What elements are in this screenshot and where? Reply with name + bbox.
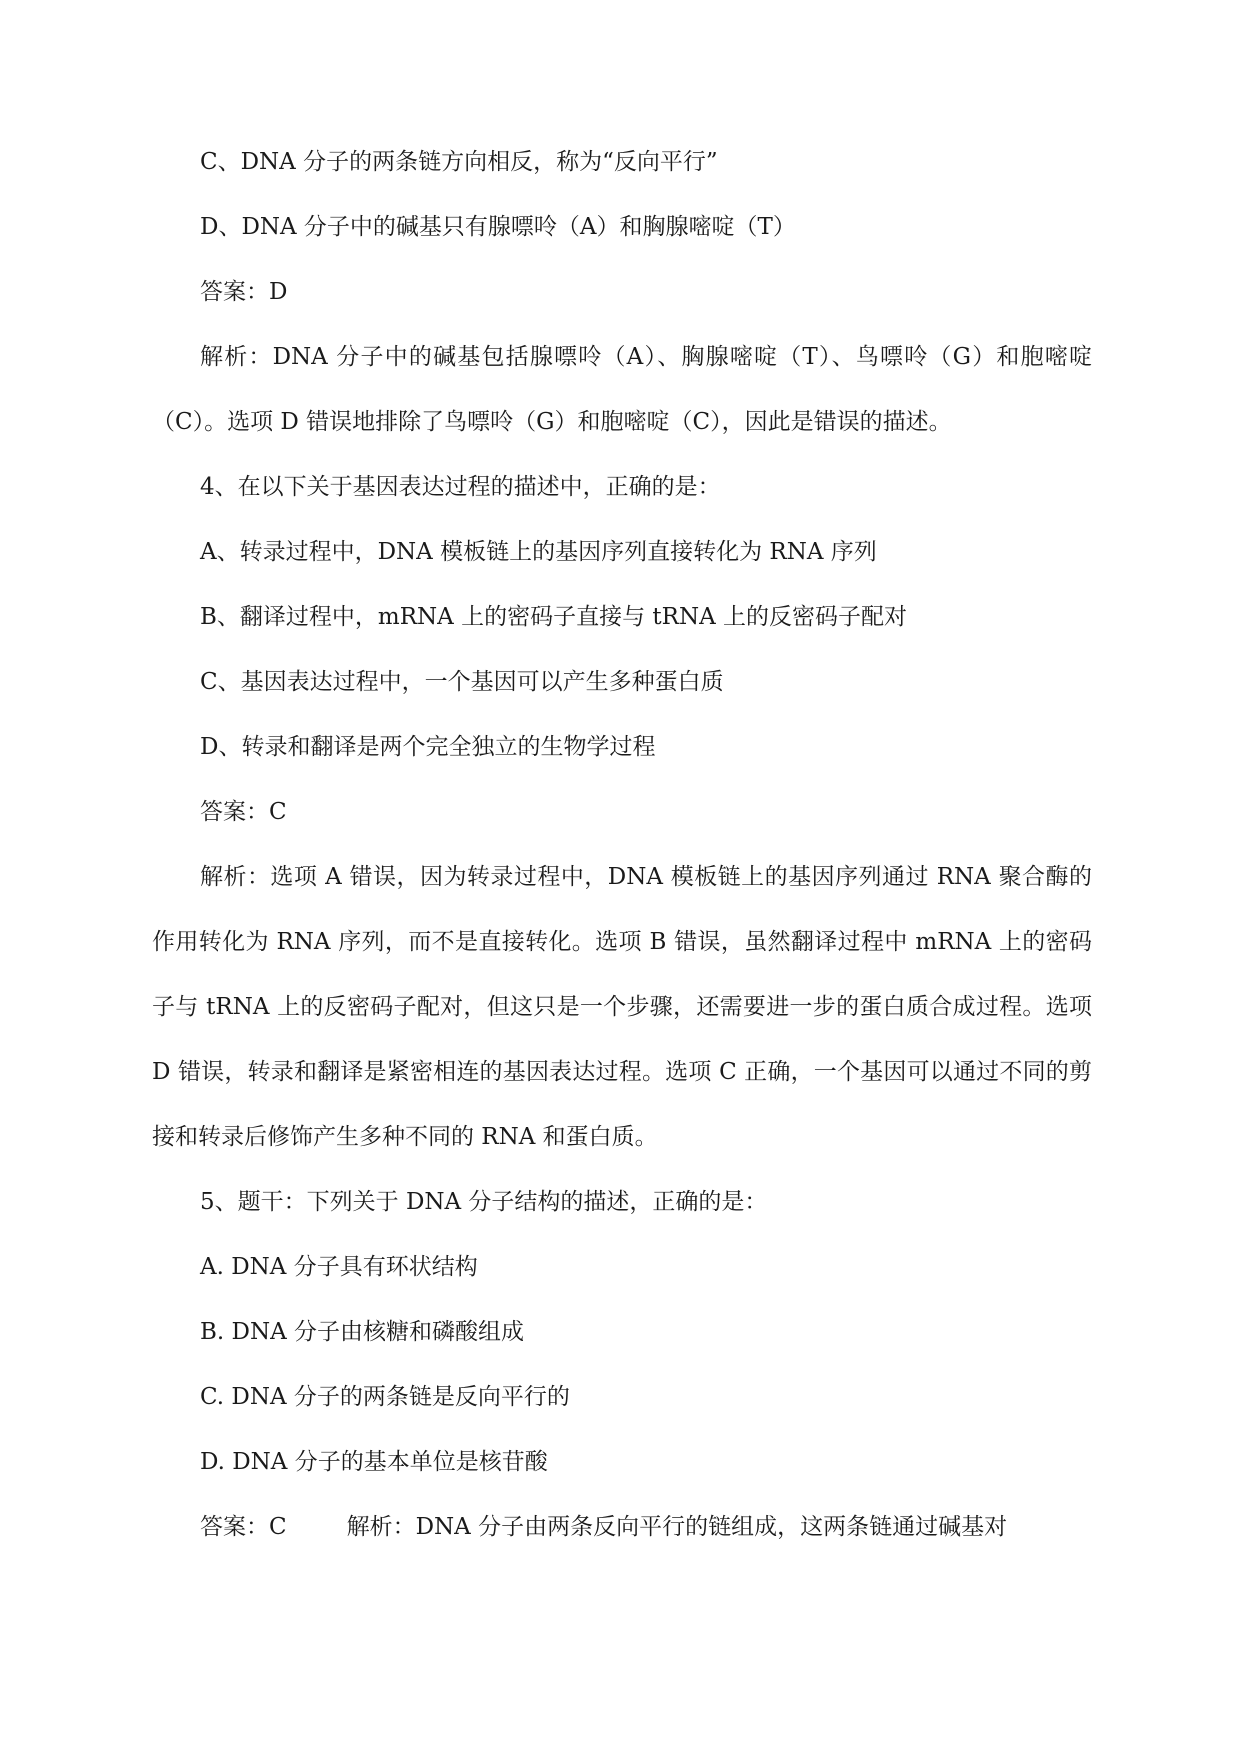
analysis-q4: 解析：选项 A 错误，因为转录过程中，DNA 模板链上的基因序列通过 RNA 聚合酶的作用转化为 RNA 序列，而不是直接转化。选项 B 错误，虽然翻译过程中 mRNA 上的密码子与 tRNA 上的反密码子配对，但这只是一个步骤，还需要进一步的蛋白质合成过程。选项 D 错误，转录和翻译是紧密相连的基因表达过程。选项 C 正确，一个基因可以通过不同的剪接和转录后修饰产生多种不同的 RNA 和蛋白质。 [152,864,1092,1150]
answer-q3: 答案：D [200,279,288,305]
option-b-q4: B、翻译过程中，mRNA 上的密码子直接与 tRNA 上的反密码子配对 [200,604,907,630]
answer-analysis-q5 [152,1495,1092,1560]
option-c-q4: C、基因表达过程中，一个基因可以产生多种蛋白质 [200,669,724,695]
question-5-stem: 5、题干：下列关于 DNA 分子结构的描述，正确的是： [200,1189,768,1215]
answer-q4: 答案：C [200,799,287,825]
option-d-q4: D、转录和翻译是两个完全独立的生物学过程 [200,734,656,760]
option-c-q3: C、DNA 分子的两条链方向相反，称为“反向平行” [200,149,718,175]
analysis-q3: 解析：DNA 分子中的碱基包括腺嘌呤（A）、胸腺嘧啶（T）、鸟嘌呤（G）和胞嘧啶（C）。选项 D 错误地排除了鸟嘌呤（G）和胞嘧啶（C），因此是错误的描述。 [152,344,1092,435]
document-content [152,130,1092,1560]
question-4-stem: 4、在以下关于基因表达过程的描述中，正确的是： [200,474,721,500]
option-c-q5: C. DNA 分子的两条链是反向平行的 [200,1384,570,1410]
option-d-q3: D、DNA 分子中的碱基只有腺嘌呤（A）和胸腺嘧啶（T） [200,214,796,240]
option-d-q5: D. DNA 分子的基本单位是核苷酸 [200,1449,548,1475]
answer-q5: 答案：C [200,1514,287,1540]
option-a-q4: A、转录过程中，DNA 模板链上的基因序列直接转化为 RNA 序列 [200,539,877,565]
option-a-q5: A. DNA 分子具有环状结构 [200,1254,478,1280]
option-b-q5: B. DNA 分子由核糖和磷酸组成 [200,1319,525,1345]
analysis-q5: 解析：DNA 分子由两条反向平行的链组成，这两条链通过碱基对 [346,1514,1008,1540]
